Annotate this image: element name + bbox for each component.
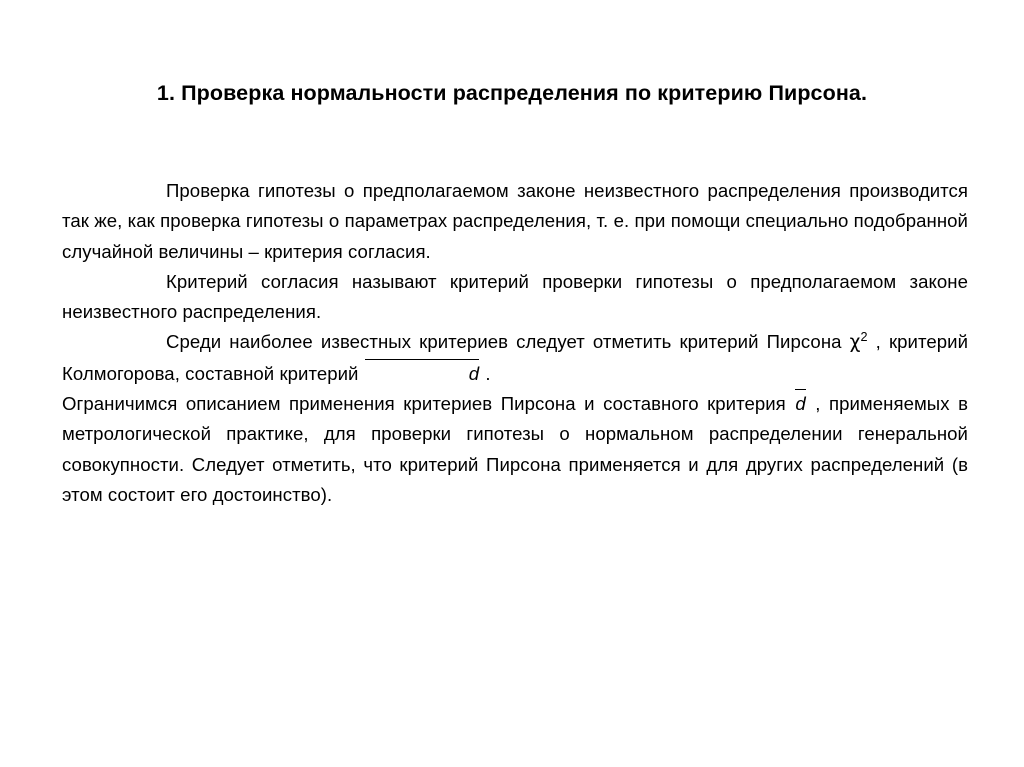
paragraph-3-text-part-1: Среди наиболее известных критериев следует отметить критерий Пирсона [166, 331, 850, 353]
paragraph-4 [62, 389, 968, 510]
paragraph-3-text-part-3: . [480, 362, 491, 384]
paragraph-3-text-part-2: , критерий Колмогорова, составной критерий [62, 331, 969, 384]
page-title: 1. Проверка нормальности распределения по критерию Пирсона. [156, 81, 868, 106]
paragraph-4-text-part-1: Ограничимся описанием применения критериев Пирсона и составного критерия [62, 393, 795, 415]
paragraph-3 [62, 327, 968, 389]
paragraph-4-text-part-2: , применяемых в метрологической практике, для проверки гипотезы о нормальном распределении генеральной совокупности. Следует отметить, что критерий Пирсона применяется и для других распределений (в этом состоит его достоинство). [62, 393, 968, 505]
d-bar-symbol-2: d [794, 389, 806, 419]
slide-body [62, 176, 968, 510]
chi-exponent: 2 [860, 330, 868, 345]
paragraph-2: Критерий согласия называют критерий проверки гипотезы о предполагаемом законе неизвестного распределения. [62, 270, 968, 323]
d-bar-symbol: d [364, 359, 480, 389]
chi-symbol: χ [849, 332, 861, 354]
paragraph-1: Проверка гипотезы о предполагаемом законе неизвестного распределения производится так же, как проверка гипотезы о параметрах распределения, т. е. при помощи специально подобранной случайной величины – критерия согласия. [62, 180, 968, 262]
